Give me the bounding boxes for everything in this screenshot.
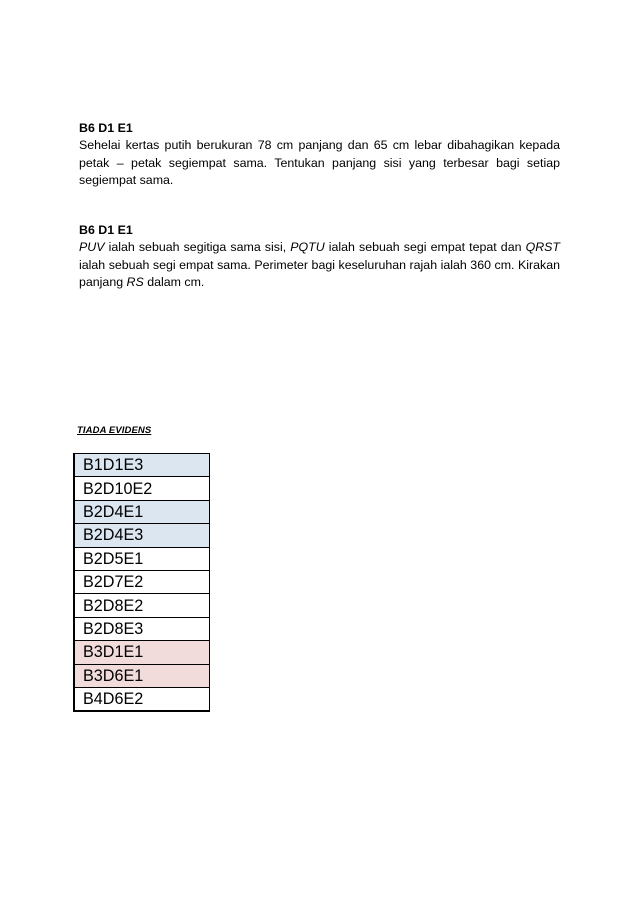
- table-row: [74, 524, 210, 547]
- evidence-code-cell: B2D8E3: [74, 617, 210, 640]
- question-2: [79, 222, 560, 292]
- label-rs: RS: [126, 275, 144, 290]
- question-2-text-part: ialah sebuah segitiga sama sisi,: [104, 240, 291, 255]
- table-row: [74, 500, 210, 523]
- table-row: [74, 687, 210, 711]
- label-qrst: QRST: [525, 240, 560, 255]
- evidence-code-cell: B3D6E1: [74, 664, 210, 687]
- evidence-code-cell: B2D4E1: [74, 500, 210, 523]
- table-row: [74, 547, 210, 570]
- question-2-code: B6 D1 E1: [79, 223, 133, 237]
- question-1: [79, 120, 560, 190]
- evidence-code-cell: B3D1E1: [74, 641, 210, 664]
- table-row: [74, 570, 210, 593]
- label-puv: PUV: [79, 240, 105, 255]
- evidence-code-cell: B1D1E3: [74, 454, 210, 477]
- evidence-code-cell: B2D4E3: [74, 524, 210, 547]
- evidence-code-cell: B2D7E2: [74, 570, 210, 593]
- evidence-code-cell: B2D8E2: [74, 594, 210, 617]
- question-2-text-part: dalam cm.: [143, 275, 205, 290]
- evidence-code-cell: B2D5E1: [74, 547, 210, 570]
- question-2-text: [79, 239, 560, 291]
- table-row: [74, 454, 210, 477]
- question-2-text-part: ialah sebuah segi empat tepat dan: [324, 240, 526, 255]
- table-row: [74, 664, 210, 687]
- table-row: [74, 594, 210, 617]
- question-1-text: Sehelai kertas putih berukuran 78 cm panjang dan 65 cm lebar dibahagikan kepada petak – petak segiempat sama. Tentukan panjang sisi yang terbesar bagi setiap segiempat sama.: [79, 138, 560, 188]
- table-row: [74, 477, 210, 500]
- tiada-evidens-label: TIADA EVIDENS: [77, 425, 152, 436]
- table-row: [74, 617, 210, 640]
- label-pqtu: PQTU: [290, 240, 325, 255]
- evidence-code-table: [73, 453, 210, 712]
- evidence-code-cell: B2D10E2: [74, 477, 210, 500]
- evidence-code-cell: B4D6E2: [74, 687, 210, 711]
- question-2-text-part: ialah sebuah segi empat sama. Perimeter bagi keseluruhan rajah ialah 360 cm. Kirakan panjang: [79, 257, 560, 290]
- question-1-code: B6 D1 E1: [79, 121, 133, 135]
- table-row: [74, 641, 210, 664]
